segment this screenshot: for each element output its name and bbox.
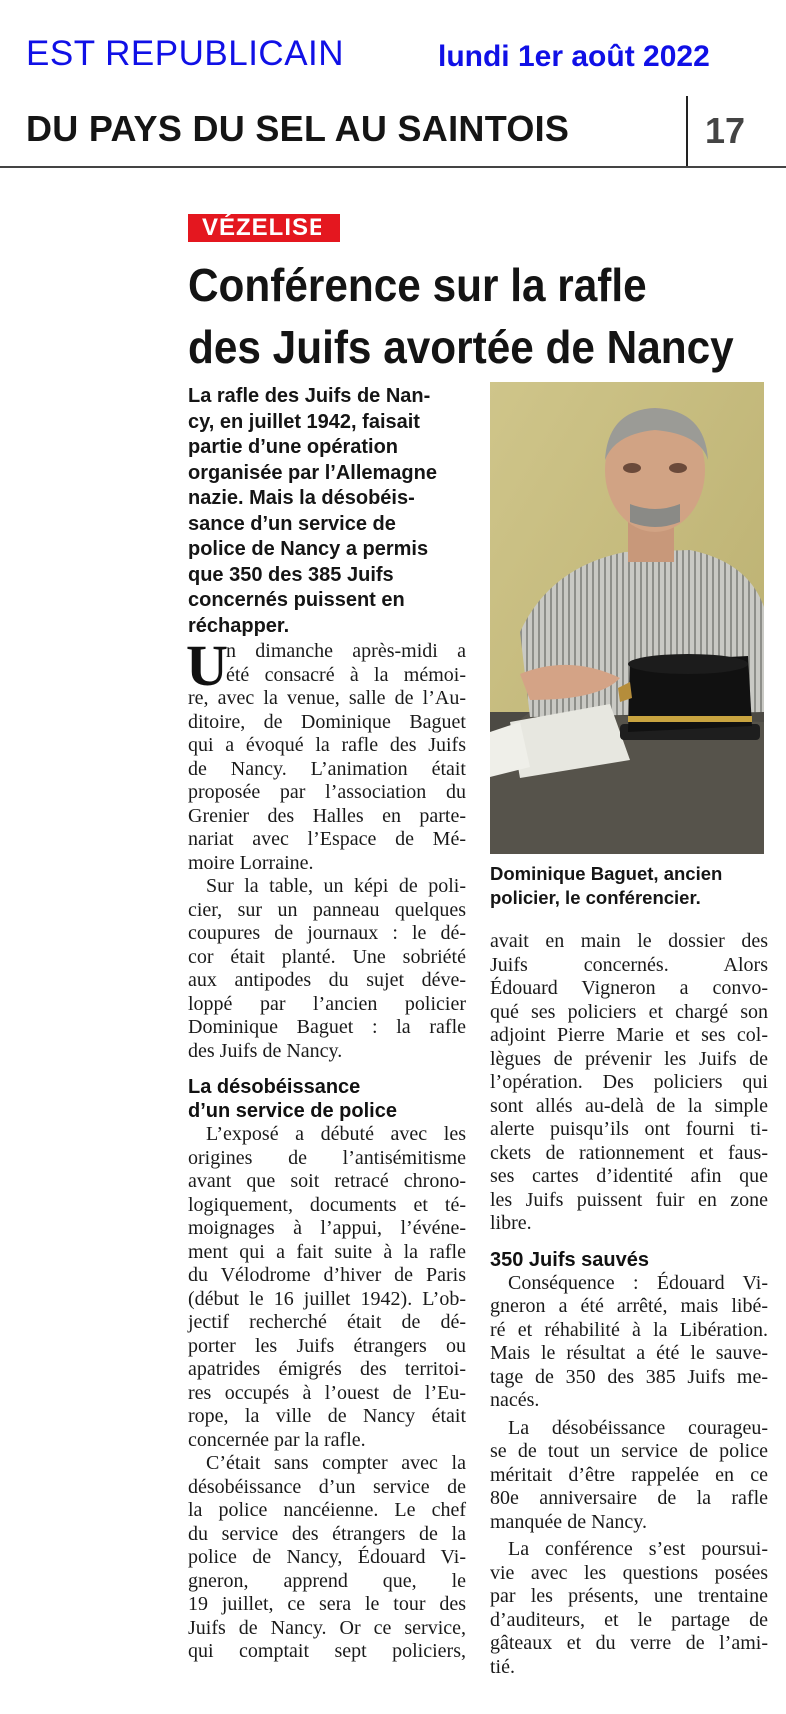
body-line: ses cartes d’identité afin que	[490, 1165, 768, 1187]
article-lead	[188, 384, 468, 639]
body-line: rope, la ville de Nancy était	[188, 1405, 466, 1427]
body-line: qui a évoqué la rafle des Juifs	[188, 734, 466, 756]
body-line: La conférence s’est poursui-	[508, 1538, 768, 1560]
body-line: qui comptait sept policiers,	[188, 1640, 466, 1662]
page-number-separator	[686, 96, 688, 166]
body-line: re, avec la venue, salle de l’Au-	[188, 687, 466, 709]
body-line: libre.	[490, 1212, 532, 1234]
body-line: ment qui a fait suite à la rafle	[188, 1240, 466, 1263]
body-line: gâteaux et du verre de l’ami-	[490, 1632, 768, 1654]
subheading: d’un service de police	[188, 1100, 397, 1122]
lead-line: police de Nancy a permis	[188, 538, 429, 560]
body-line: ckets de rationnement et faus-	[490, 1141, 768, 1164]
body-line: concernée par la rafle.	[188, 1428, 366, 1451]
lead-line: La rafle des Juifs de Nan-	[188, 385, 431, 407]
body-line: nariat avec l’Espace de Mé-	[188, 828, 466, 850]
body-line: 80e anniversaire de la rafle	[490, 1487, 768, 1509]
lead-line: organisée par l’Allemagne	[188, 461, 437, 484]
body-line: manquée de Nancy.	[490, 1510, 647, 1533]
lead-line: sance d’un service de	[188, 512, 396, 535]
body-line: été consacré à la mémoi-	[226, 663, 466, 686]
headline-line: des Juifs avortée de Nancy	[188, 321, 734, 373]
body-line: moire Lorraine.	[188, 851, 314, 874]
body-line: ré et réhabilité à la Libération.	[490, 1318, 768, 1341]
body-line: police de Nancy, Édouard Vi-	[188, 1546, 466, 1568]
body-line: des Juifs de Nancy.	[188, 1039, 343, 1062]
body-line: tage de 350 des 385 Juifs me-	[490, 1365, 768, 1388]
body-line: tié.	[490, 1655, 515, 1678]
caption-line: policier, le conférencier.	[490, 887, 701, 908]
headline-line: Conférence sur la rafle	[188, 259, 647, 311]
body-line: (début le 16 juillet 1942). L’ob-	[188, 1287, 466, 1310]
body-line: lègues de prévenir les Juifs de	[490, 1047, 768, 1070]
lead-line: cy, en juillet 1942, faisait	[188, 410, 420, 433]
lead-line: partie d’une opération	[188, 436, 399, 458]
body-line: gneron a été arrêté, mais libé-	[490, 1295, 768, 1317]
body-line: coupures de journaux : le dé-	[188, 922, 466, 944]
body-line: méritait d’être rappelée en ce	[490, 1463, 768, 1486]
body-line: moignages à l’appui, l’événe-	[188, 1217, 466, 1239]
kicker-arrow	[321, 214, 331, 242]
body-line: vie avec les questions posées	[490, 1561, 768, 1584]
body-line: Édouard Vigneron a convo-	[490, 977, 768, 999]
headline	[188, 254, 734, 378]
body-line: jectif recherché était de dé-	[188, 1311, 466, 1333]
photo-caption	[490, 862, 766, 910]
body-line: d’auditeurs, et le partage de	[490, 1608, 768, 1631]
drop-cap: U	[186, 633, 228, 698]
body-line: 19 juillet, ce sera le tour des	[188, 1593, 466, 1615]
body-line: aux antipodes du sujet déve-	[188, 969, 466, 991]
body-line: du Vélodrome d’hiver de Paris	[188, 1264, 466, 1286]
body-line: avait en main le dossier des	[490, 930, 768, 952]
body-line: Conséquence : Édouard Vi-	[508, 1271, 768, 1294]
body-line: sont allés au-delà de la simple	[490, 1094, 768, 1117]
newspaper-name: EST REPUBLICAIN	[26, 34, 345, 73]
kicker-label: VÉZELISE	[188, 214, 340, 242]
body-line: avant que soit retracé chrono-	[188, 1170, 466, 1192]
body-line: du service des étrangers de la	[188, 1522, 466, 1545]
lead-line: que 350 des 385 Juifs	[188, 563, 394, 586]
publication-date: lundi 1er août 2022	[438, 40, 710, 73]
body-line: porter les Juifs étrangers ou	[188, 1334, 466, 1357]
body-line: cor était planté. Une sobriété	[188, 945, 466, 968]
lead-line: nazie. Mais la désobéis-	[188, 487, 415, 509]
body-line: se de tout un service de police	[490, 1440, 768, 1462]
body-line: nacés.	[490, 1389, 540, 1411]
body-line: logiquement, documents et té-	[188, 1193, 466, 1216]
subheading: La désobéissance	[188, 1076, 361, 1098]
caption-line: Dominique Baguet, ancien	[490, 863, 723, 884]
speaker-photo-illustration	[490, 382, 764, 854]
section-title: DU PAYS DU SEL AU SAINTOIS	[26, 108, 570, 149]
body-line: C’était sans compter avec la	[206, 1452, 466, 1474]
lead-line: concernés puissent en	[188, 589, 405, 611]
body-line: les Juifs puissent fuir en zone	[490, 1188, 768, 1211]
body-line: Sur la table, un képi de poli-	[206, 875, 466, 897]
body-line: origines de l’antisémitisme	[188, 1146, 466, 1169]
body-line: La désobéissance courageu-	[508, 1416, 768, 1439]
body-line: la police nancéienne. Le chef	[188, 1499, 466, 1521]
body-column-right	[490, 930, 768, 1679]
body-line: res occupés à l’ouest de l’Eu-	[188, 1381, 466, 1404]
body-line: adjoint Pierre Marie et ses col-	[490, 1024, 768, 1046]
body-line: de Nancy. L’animation était	[188, 757, 466, 780]
body-line: Grenier des Halles en parte-	[188, 804, 466, 827]
body-line: gneron, apprend que, le	[188, 1569, 466, 1592]
body-line: Juifs de Nancy. Or ce service,	[188, 1616, 466, 1639]
body-line: alerte puisqu’ils ont fourni ti-	[490, 1118, 768, 1140]
header-rule	[0, 166, 786, 168]
lead-line: réchapper.	[188, 614, 290, 637]
body-line: Mais le résultat a été le sauve-	[490, 1342, 768, 1364]
body-line: apatrides émigrés des territoi-	[188, 1358, 466, 1380]
body-column-left	[186, 633, 466, 1664]
body-line: qué ses policiers et chargé son	[490, 1000, 768, 1023]
body-line: n dimanche après-midi a	[226, 640, 466, 662]
body-line: Dominique Baguet : la rafle	[188, 1016, 466, 1038]
page-number: 17	[705, 110, 746, 151]
body-line: ditoire, de Dominique Baguet	[188, 710, 466, 733]
speaker-photo	[490, 382, 764, 854]
body-line: loppé par l’ancien policier	[188, 992, 466, 1015]
body-line: désobéissance d’un service de	[188, 1475, 466, 1498]
body-line: l’opération. Des policiers qui	[490, 1071, 768, 1093]
body-line: cier, sur un panneau quelques	[188, 898, 466, 921]
body-line: par les présents, une trentaine	[490, 1585, 768, 1607]
subheading: 350 Juifs sauvés	[490, 1248, 649, 1271]
body-line: proposée par l’association du	[188, 781, 466, 803]
body-line: L’exposé a débuté avec les	[206, 1123, 466, 1145]
body-line: Juifs concernés. Alors	[490, 953, 768, 976]
